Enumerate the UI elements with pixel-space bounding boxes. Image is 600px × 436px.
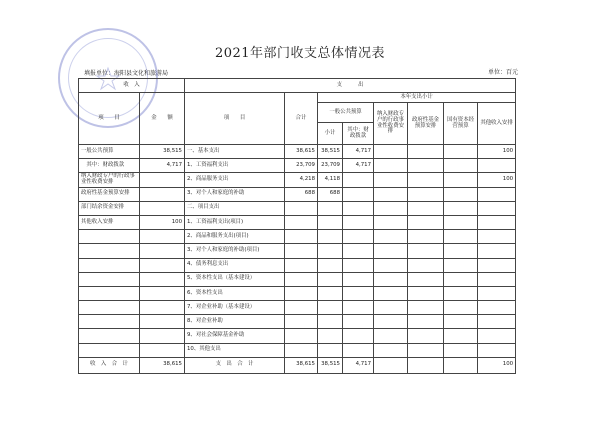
- cell-exp-item: 9、对社会保障基金补助: [185, 329, 285, 343]
- cell-subtotal: [318, 230, 343, 244]
- this-year-header: 本年支出小计: [318, 93, 516, 103]
- cell-income-item: 一般公共预算: [79, 145, 140, 159]
- cell-subtotal: [318, 215, 343, 229]
- cell-empty: [374, 215, 408, 229]
- cell-fiscal: [343, 187, 374, 201]
- cell-empty: [374, 301, 408, 315]
- cell-income-amount: [140, 187, 185, 201]
- cell-exp-item: 一、基本支出: [185, 145, 285, 159]
- cell-exp-item: 7、对企业补助（基本建设）: [185, 301, 285, 315]
- expense-header: 支 出: [185, 79, 516, 93]
- cell-total: [285, 272, 318, 286]
- table-row: [79, 244, 516, 258]
- cell-empty: [408, 201, 444, 215]
- reporting-unit: 填报单位：海阳县文化和旅游局: [84, 70, 169, 77]
- cell-empty: [444, 159, 478, 173]
- cell-subtotal: [318, 286, 343, 300]
- cell-empty: [374, 258, 408, 272]
- cell-subtotal: [318, 258, 343, 272]
- cell-fiscal: [343, 329, 374, 343]
- cell-subtotal: [318, 315, 343, 329]
- cell-empty: [444, 286, 478, 300]
- cell-income-amount: [140, 286, 185, 300]
- table-row: [79, 329, 516, 343]
- table-row: [79, 173, 516, 187]
- cell-empty: [444, 244, 478, 258]
- cell-income-item: 其他收入安排: [79, 215, 140, 229]
- table-row: [79, 215, 516, 229]
- cell-income-item: [79, 272, 140, 286]
- cell-subtotal: 38,515: [318, 145, 343, 159]
- cell-empty: [408, 230, 444, 244]
- cell-income-amount: [140, 244, 185, 258]
- cell-subtotal: 688: [318, 187, 343, 201]
- cell-income-amount: [140, 272, 185, 286]
- cell-empty: [374, 272, 408, 286]
- cell-empty: [444, 201, 478, 215]
- table-row: [79, 301, 516, 315]
- cell-empty: [444, 272, 478, 286]
- cell-exp-item: 4、债务利息支出: [185, 258, 285, 272]
- cell-income-item: 政府性基金预算安排: [79, 187, 140, 201]
- cell-subtotal: [318, 329, 343, 343]
- cell-empty: [408, 187, 444, 201]
- cell-empty: [444, 230, 478, 244]
- cell-subtotal: [318, 272, 343, 286]
- table-row: [79, 272, 516, 286]
- cell-empty: [444, 315, 478, 329]
- expense-total-fiscal: 4,717: [343, 357, 374, 373]
- cell-empty: [408, 258, 444, 272]
- cell-other: 100: [478, 173, 516, 187]
- cell-other: [478, 301, 516, 315]
- cell-fiscal: [343, 244, 374, 258]
- currency-unit: 单位：百元: [487, 69, 518, 76]
- cell-other: [478, 286, 516, 300]
- income-header: 收 入: [79, 79, 185, 93]
- cell-total: [285, 343, 318, 357]
- total-header: 合计: [285, 93, 318, 145]
- cell-total: 23,709: [285, 159, 318, 173]
- cell-income-amount: [140, 329, 185, 343]
- cell-fiscal: [343, 230, 374, 244]
- cell-exp-item: 5、资本性支出（基本建设）: [185, 272, 285, 286]
- cell-empty: [444, 215, 478, 229]
- cell-total: 38,615: [285, 145, 318, 159]
- cell-income-item: [79, 329, 140, 343]
- cell-fiscal: [343, 286, 374, 300]
- cell-empty: [374, 286, 408, 300]
- table-row: [79, 315, 516, 329]
- cell-other: [478, 258, 516, 272]
- income-item-header: 项 目: [79, 93, 140, 145]
- cell-total: [285, 329, 318, 343]
- cell-other: [478, 187, 516, 201]
- expense-total-capital: [444, 357, 478, 373]
- cell-fiscal: [343, 301, 374, 315]
- cell-income-item: 其中：财政拨款: [79, 159, 140, 173]
- cell-fiscal: [343, 315, 374, 329]
- cell-empty: [408, 286, 444, 300]
- cell-subtotal: [318, 201, 343, 215]
- cell-total: [285, 286, 318, 300]
- cell-empty: [374, 201, 408, 215]
- cell-empty: [408, 215, 444, 229]
- cell-empty: [408, 244, 444, 258]
- gov-fund-header: 政府性基金预算安排: [408, 103, 444, 145]
- cell-income-amount: [140, 258, 185, 272]
- cell-income-amount: [140, 301, 185, 315]
- cell-other: [478, 329, 516, 343]
- cell-income-amount: 38,515: [140, 145, 185, 159]
- cell-income-amount: [140, 230, 185, 244]
- expense-total-special: [374, 357, 408, 373]
- cell-subtotal: [318, 244, 343, 258]
- cell-empty: [408, 173, 444, 187]
- cell-income-amount: [140, 343, 185, 357]
- cell-income-amount: [140, 315, 185, 329]
- cell-exp-item: 2、商品和服务支出(项目): [185, 230, 285, 244]
- cell-fiscal: [343, 215, 374, 229]
- table-row: [79, 187, 516, 201]
- cell-empty: [408, 301, 444, 315]
- cell-empty: [408, 159, 444, 173]
- cell-empty: [374, 329, 408, 343]
- cell-total: 4,218: [285, 173, 318, 187]
- cell-other: [478, 315, 516, 329]
- table-row: [79, 230, 516, 244]
- other-income-header: 其他收入安排: [478, 103, 516, 145]
- cell-empty: [408, 343, 444, 357]
- special-fund-header: 纳入财政专户的行政事业性收费安排: [374, 103, 408, 145]
- table-row: [79, 258, 516, 272]
- table-row: [79, 145, 516, 159]
- cell-subtotal: [318, 301, 343, 315]
- cell-subtotal: 4,118: [318, 173, 343, 187]
- cell-total: [285, 230, 318, 244]
- cell-other: 100: [478, 145, 516, 159]
- cell-empty: [374, 187, 408, 201]
- cell-empty: [444, 258, 478, 272]
- cell-empty: [408, 272, 444, 286]
- cell-empty: [374, 159, 408, 173]
- cell-income-item: [79, 301, 140, 315]
- cell-income-item: [79, 286, 140, 300]
- cell-empty: [444, 187, 478, 201]
- cell-exp-item: 2、商品服务支出: [185, 173, 285, 187]
- cell-exp-item: 二、项目支出: [185, 201, 285, 215]
- cell-other: [478, 215, 516, 229]
- expense-total-label: 支 出 合 计: [185, 357, 285, 373]
- cell-empty: [374, 244, 408, 258]
- cell-income-item: [79, 258, 140, 272]
- cell-fiscal: [343, 258, 374, 272]
- cell-empty: [408, 145, 444, 159]
- table-row: [79, 201, 516, 215]
- cell-total: [285, 215, 318, 229]
- cell-fiscal: [343, 201, 374, 215]
- cell-other: [478, 159, 516, 173]
- cell-empty: [444, 329, 478, 343]
- cell-fiscal: [343, 272, 374, 286]
- cell-income-amount: [140, 173, 185, 187]
- budget-table: [78, 78, 516, 374]
- table-row: [79, 159, 516, 173]
- table-row: [79, 343, 516, 357]
- fiscal-alloc-header: 其中：财政拨款: [343, 123, 374, 145]
- cell-empty: [374, 173, 408, 187]
- expense-total-subtotal: 38,515: [318, 357, 343, 373]
- income-total-label: 收 入 合 计: [79, 357, 140, 373]
- cell-subtotal: [318, 343, 343, 357]
- cell-other: [478, 201, 516, 215]
- page-title: 2021年部门收支总体情况表: [214, 46, 386, 61]
- expense-total-other: 100: [478, 357, 516, 373]
- cell-other: [478, 244, 516, 258]
- cell-empty: [374, 230, 408, 244]
- cell-empty: [374, 315, 408, 329]
- cell-empty: [408, 315, 444, 329]
- cell-empty: [444, 343, 478, 357]
- cell-fiscal: [343, 173, 374, 187]
- cell-exp-item: 10、其他支出: [185, 343, 285, 357]
- cell-income-item: 部门结余资金安排: [79, 201, 140, 215]
- cell-fiscal: [343, 343, 374, 357]
- cell-exp-item: 6、资本性支出: [185, 286, 285, 300]
- state-capital-header: 国有资本经营预算: [444, 103, 478, 145]
- cell-total: [285, 201, 318, 215]
- cell-total: 688: [285, 187, 318, 201]
- cell-income-item: [79, 230, 140, 244]
- cell-other: [478, 230, 516, 244]
- general-budget-header: 一般公共预算: [318, 103, 374, 123]
- expense-total: 38,615: [285, 357, 318, 373]
- cell-income-amount: 100: [140, 215, 185, 229]
- cell-income-item: [79, 343, 140, 357]
- cell-subtotal: 23,709: [318, 159, 343, 173]
- cell-fiscal: 4,717: [343, 159, 374, 173]
- cell-other: [478, 272, 516, 286]
- cell-empty: [374, 145, 408, 159]
- cell-total: [285, 244, 318, 258]
- cell-income-item: [79, 244, 140, 258]
- expense-item-header: 项 目: [185, 93, 285, 145]
- cell-empty: [444, 301, 478, 315]
- expense-total-gov: [408, 357, 444, 373]
- table-row: [79, 286, 516, 300]
- income-total-amount: 38,615: [140, 357, 185, 373]
- cell-exp-item: 8、对企业补助: [185, 315, 285, 329]
- cell-fiscal: 4,717: [343, 145, 374, 159]
- cell-exp-item: 3、对个人和家庭的补助(项目): [185, 244, 285, 258]
- cell-total: [285, 301, 318, 315]
- cell-empty: [374, 343, 408, 357]
- cell-total: [285, 315, 318, 329]
- cell-income-amount: 4,717: [140, 159, 185, 173]
- cell-other: [478, 343, 516, 357]
- cell-exp-item: 1、工资福利支出(项目): [185, 215, 285, 229]
- cell-total: [285, 258, 318, 272]
- cell-empty: [444, 173, 478, 187]
- cell-exp-item: 1、工资福利支出: [185, 159, 285, 173]
- cell-income-amount: [140, 201, 185, 215]
- subtotal-header: 小计: [318, 123, 343, 145]
- cell-empty: [444, 145, 478, 159]
- income-amount-header: 金 额: [140, 93, 185, 145]
- cell-income-item: [79, 315, 140, 329]
- cell-empty: [408, 329, 444, 343]
- cell-income-item: 纳入财政专户的行政事业性收费安排: [79, 173, 140, 187]
- cell-exp-item: 3、对个人和家庭的补助: [185, 187, 285, 201]
